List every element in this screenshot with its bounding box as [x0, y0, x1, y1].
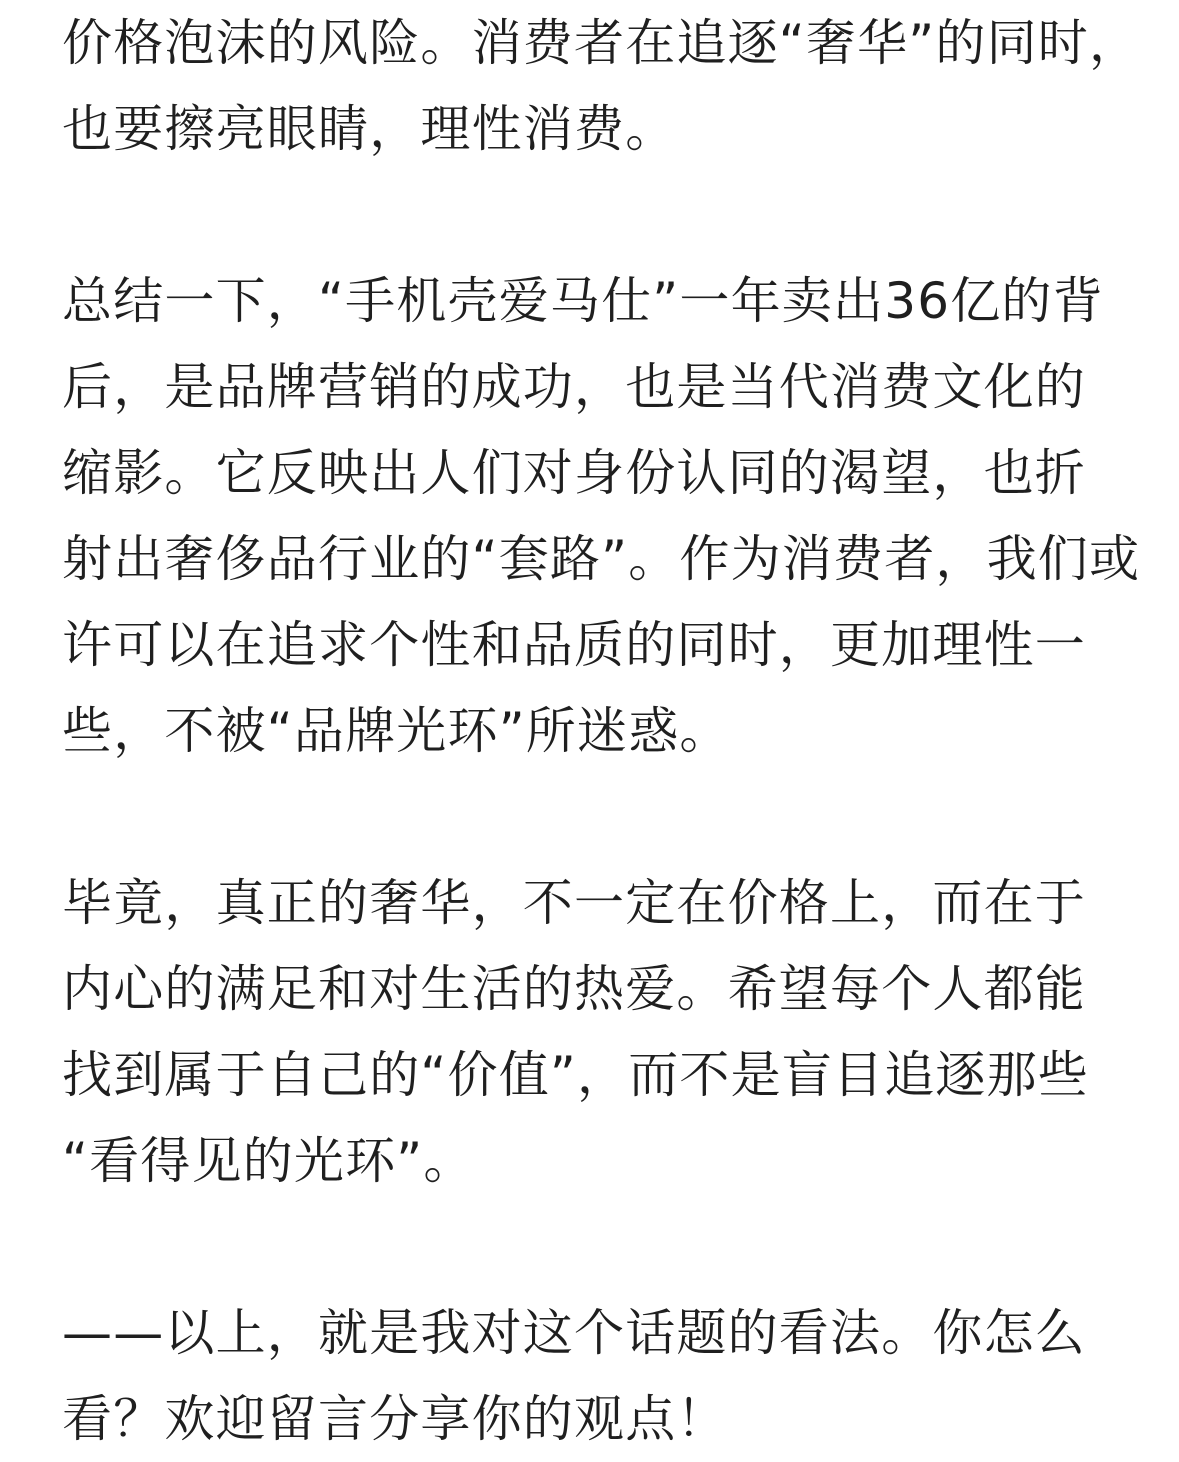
paragraph-closing: [62, 1290, 1127, 1462]
paragraph-spacer: [62, 774, 1127, 860]
paragraph-summary: [62, 258, 1141, 774]
paragraph-line: 毕竟，真正的奢华，不一定在价格上，而在于: [62, 874, 1086, 932]
paragraph-true-luxury: [62, 860, 1127, 1204]
paragraph-line: “看得见的光环”。: [62, 1132, 475, 1190]
paragraph-risk-warning: [62, 0, 1141, 172]
paragraph-line: 射出奢侈品行业的“套路”。作为消费者，我们或: [62, 530, 1141, 588]
paragraph-line: 些，不被“品牌光环”所迷惑。: [62, 702, 731, 760]
paragraph-line: 后，是品牌营销的成功，也是当代消费文化的: [62, 358, 1086, 416]
paragraph-line: 总结一下，“手机壳爱马仕”一年卖出36亿的背: [62, 272, 1104, 330]
paragraph-spacer: [62, 1204, 1127, 1290]
paragraph-line: 许可以在追求个性和品质的同时，更加理性一: [62, 616, 1086, 674]
paragraph-line: 价格泡沫的风险。消费者在追逐“奢华”的同时，: [62, 14, 1141, 72]
paragraph-line: ——以上，就是我对这个话题的看法。你怎么: [62, 1304, 1086, 1362]
paragraph-line: 内心的满足和对生活的热爱。希望每个人都能: [62, 960, 1086, 1018]
paragraph-spacer: [62, 172, 1127, 258]
paragraph-line: 看？欢迎留言分享你的观点！: [62, 1390, 728, 1448]
paragraph-line: 也要擦亮眼睛，理性消费。: [62, 100, 677, 158]
paragraph-line: 缩影。它反映出人们对身份认同的渴望，也折: [62, 444, 1086, 502]
paragraph-line: 找到属于自己的“价值”，而不是盲目追逐那些: [62, 1046, 1090, 1104]
article-body: [62, 0, 1141, 1462]
